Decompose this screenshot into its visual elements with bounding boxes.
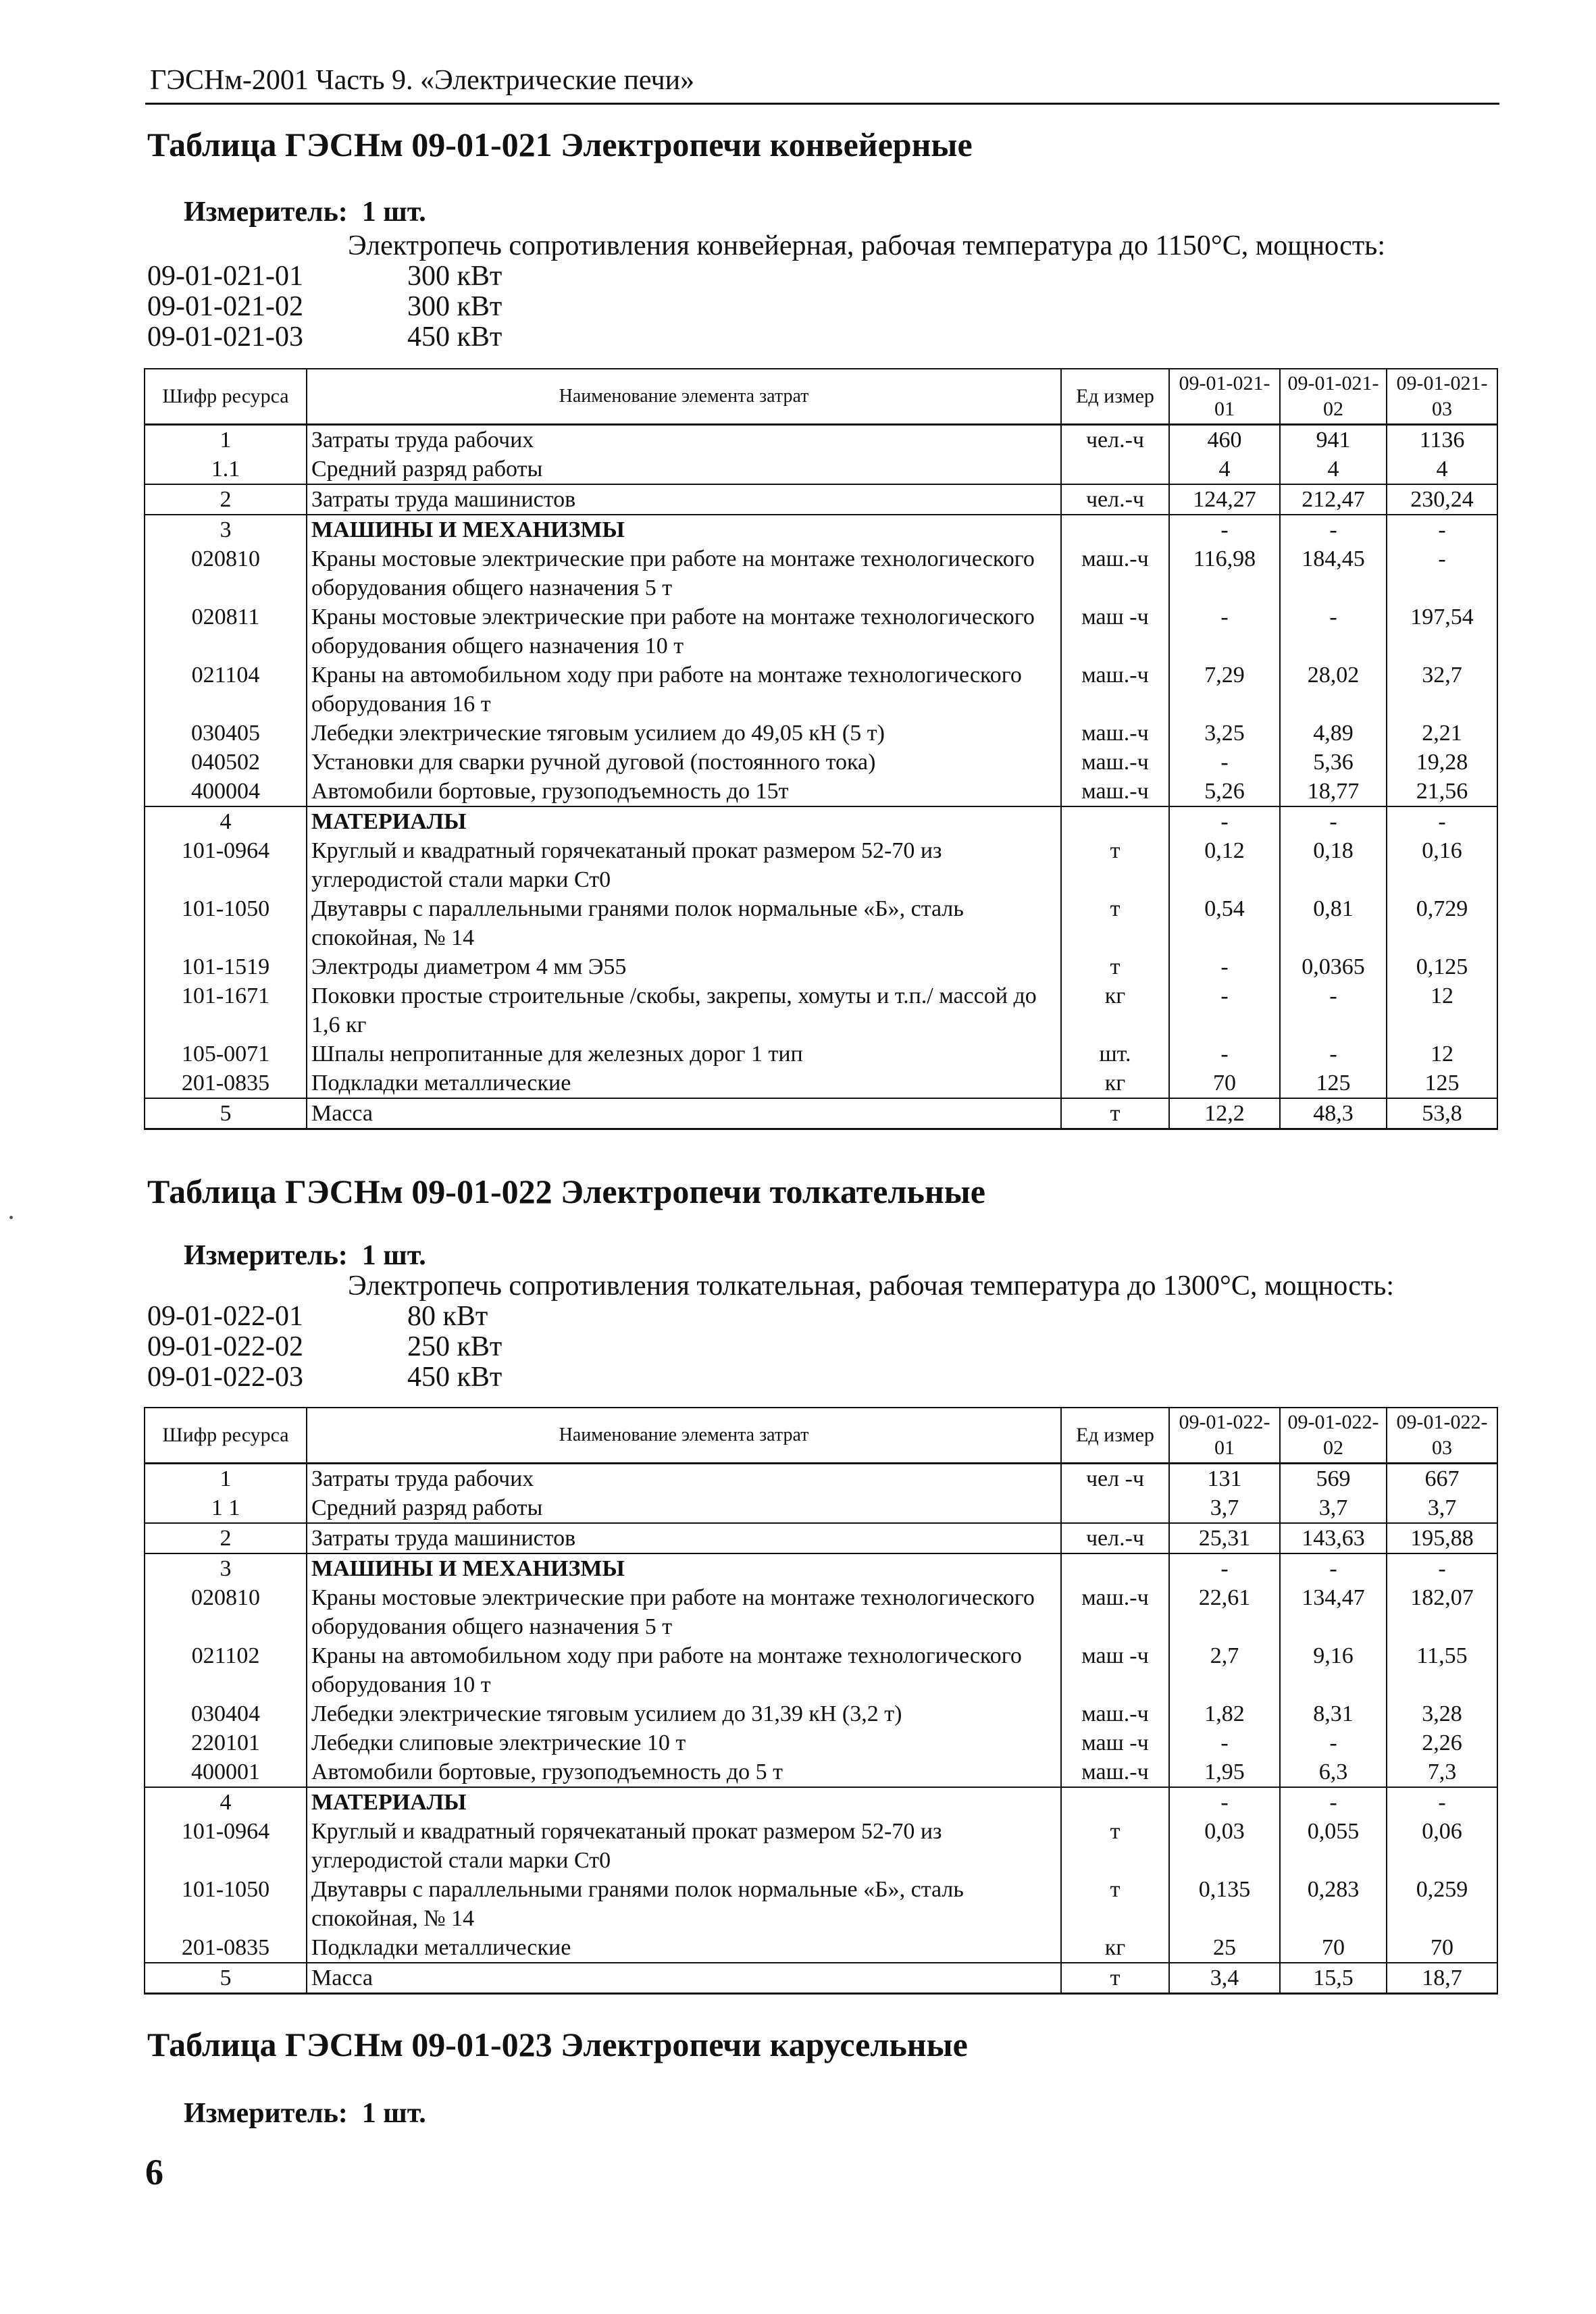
variant-value: 300 кВт <box>407 261 503 292</box>
row-name: Краны на автомобильном ходу при работе на монтаже технологического оборудования 16 т <box>307 661 1061 719</box>
meter-value: 1 шт. <box>361 197 426 228</box>
row-code: 101-1671 <box>145 981 307 1039</box>
variant-line <box>147 290 502 323</box>
col-header-variant: 09-01-021-03 <box>1387 369 1497 424</box>
row-name: Лебедки электрические тяговым усилием до 49,05 кН (5 т) <box>307 719 1061 748</box>
meter-label: Измеритель: <box>184 2098 348 2129</box>
row-value: 18,77 <box>1280 777 1387 806</box>
table-row <box>145 1728 1497 1757</box>
variant-code: 09-01-022-03 <box>147 1362 303 1393</box>
row-value: 11,55 <box>1387 1641 1497 1699</box>
table-row <box>145 602 1497 661</box>
row-value: 184,45 <box>1280 544 1387 602</box>
row-value: 28,02 <box>1280 661 1387 719</box>
row-value: - <box>1169 602 1280 661</box>
table-row <box>145 777 1497 806</box>
variant-value: 250 кВт <box>407 1331 503 1362</box>
table-row <box>145 1699 1497 1728</box>
variant-code: 09-01-022-01 <box>147 1301 303 1332</box>
row-code: 101-0964 <box>145 836 307 894</box>
row-code: 5 <box>145 1098 307 1129</box>
row-name: Масса <box>307 1098 1061 1129</box>
row-value: - <box>1387 806 1497 836</box>
col-header-code: Шифр ресурса <box>145 1408 307 1463</box>
row-value: 212,47 <box>1280 484 1387 515</box>
row-value: 3,7 <box>1280 1493 1387 1523</box>
row-code: 101-1519 <box>145 952 307 981</box>
row-unit: т <box>1061 1098 1169 1129</box>
table-row <box>145 748 1497 777</box>
variant-line <box>147 321 502 353</box>
row-value: - <box>1280 1787 1387 1817</box>
row-code: 021104 <box>145 661 307 719</box>
row-name: Подкладки металлические <box>307 1933 1061 1963</box>
table-row <box>145 1463 1497 1493</box>
variant-line <box>147 260 502 292</box>
row-unit: маш.-ч <box>1061 1583 1169 1641</box>
row-unit: т <box>1061 894 1169 952</box>
row-name: Подкладки металлические <box>307 1069 1061 1098</box>
meter-label: Измеритель: <box>184 1240 348 1271</box>
row-name: Лебедки электрические тяговым усилием до 31,39 кН (3,2 т) <box>307 1699 1061 1728</box>
row-value: 1136 <box>1387 424 1497 455</box>
row-value: - <box>1387 1787 1497 1817</box>
meter-line <box>184 196 426 228</box>
variant-line <box>147 1361 502 1393</box>
table-row <box>145 1817 1497 1875</box>
variant-value: 300 кВт <box>407 291 503 322</box>
table-row <box>145 1069 1497 1098</box>
row-value: 5,26 <box>1169 777 1280 806</box>
row-value: 4 <box>1280 455 1387 484</box>
row-value: 460 <box>1169 424 1280 455</box>
row-value: 143,63 <box>1280 1523 1387 1553</box>
table-row <box>145 1493 1497 1523</box>
row-value: 0,06 <box>1387 1817 1497 1875</box>
col-header-variant: 09-01-022-01 <box>1169 1408 1280 1463</box>
variant-line <box>147 1300 488 1333</box>
table-row <box>145 1523 1497 1553</box>
row-value: 22,61 <box>1169 1583 1280 1641</box>
row-value: 134,47 <box>1280 1583 1387 1641</box>
row-value: 116,98 <box>1169 544 1280 602</box>
row-value: 0,12 <box>1169 836 1280 894</box>
row-unit: маш.-ч <box>1061 661 1169 719</box>
row-value: 5,36 <box>1280 748 1387 777</box>
row-name: Средний разряд работы <box>307 455 1061 484</box>
table-title: Таблица ГЭСНм 09-01-022 Электропечи толкательные <box>147 1173 985 1210</box>
row-code: 3 <box>145 515 307 544</box>
row-name: Круглый и квадратный горячекатаный прокат размером 52-70 из углеродистой стали марки Ст0 <box>307 836 1061 894</box>
row-value: 8,31 <box>1280 1699 1387 1728</box>
row-value: 18,7 <box>1387 1963 1497 1994</box>
row-value: - <box>1280 602 1387 661</box>
meter-label: Измеритель: <box>184 197 348 228</box>
row-value: 3,7 <box>1169 1493 1280 1523</box>
table-row <box>145 981 1497 1039</box>
row-value: 0,055 <box>1280 1817 1387 1875</box>
col-header-code: Шифр ресурса <box>145 369 307 424</box>
row-unit <box>1061 1787 1169 1817</box>
table-row <box>145 1963 1497 1994</box>
table-row <box>145 894 1497 952</box>
row-name: Затраты труда рабочих <box>307 424 1061 455</box>
variant-code: 09-01-021-01 <box>147 261 303 292</box>
row-value: 19,28 <box>1387 748 1497 777</box>
row-value: - <box>1280 806 1387 836</box>
row-name: Масса <box>307 1963 1061 1994</box>
row-value: - <box>1280 515 1387 544</box>
norm-table <box>144 368 1498 1130</box>
row-name: Краны мостовые электрические при работе на монтаже технологического оборудования общего назначения 5 т <box>307 1583 1061 1641</box>
row-code: 101-1050 <box>145 1875 307 1933</box>
row-code: 220101 <box>145 1728 307 1757</box>
row-value: 0,283 <box>1280 1875 1387 1933</box>
table-row <box>145 1787 1497 1817</box>
row-value: 12 <box>1387 1039 1497 1069</box>
row-value: 0,16 <box>1387 836 1497 894</box>
row-value: - <box>1280 1039 1387 1069</box>
row-value: 0,03 <box>1169 1817 1280 1875</box>
row-name: Поковки простые строительные /скобы, закрепы, хомуты и т.п./ массой до 1,6 кг <box>307 981 1061 1039</box>
row-value: 7,3 <box>1387 1757 1497 1787</box>
row-unit: маш.-ч <box>1061 1699 1169 1728</box>
table-description: Электропечь сопротивления конвейерная, рабочая температура до 1150°С, мощность: <box>348 230 1385 261</box>
row-value: - <box>1169 806 1280 836</box>
row-value: - <box>1169 1787 1280 1817</box>
row-value: 25,31 <box>1169 1523 1280 1553</box>
row-name: МАШИНЫ И МЕХАНИЗМЫ <box>307 1553 1061 1583</box>
row-code: 101-1050 <box>145 894 307 952</box>
row-value: 4 <box>1387 455 1497 484</box>
row-value: 3,28 <box>1387 1699 1497 1728</box>
row-unit <box>1061 515 1169 544</box>
table-title: Таблица ГЭСНм 09-01-021 Электропечи конвейерные <box>147 126 973 163</box>
row-value: - <box>1169 748 1280 777</box>
variant-value: 450 кВт <box>407 322 503 353</box>
row-value: 3,4 <box>1169 1963 1280 1994</box>
variant-code: 09-01-021-02 <box>147 291 303 322</box>
row-unit: кг <box>1061 1933 1169 1963</box>
row-value: 53,8 <box>1387 1098 1497 1129</box>
table-row <box>145 719 1497 748</box>
col-header-variant: 09-01-022-02 <box>1280 1408 1387 1463</box>
row-unit: т <box>1061 952 1169 981</box>
row-unit: маш.-ч <box>1061 777 1169 806</box>
row-code: 400004 <box>145 777 307 806</box>
row-value: - <box>1169 981 1280 1039</box>
row-value: - <box>1280 981 1387 1039</box>
row-name: Автомобили бортовые, грузоподъемность до 15т <box>307 777 1061 806</box>
row-code: 2 <box>145 484 307 515</box>
row-name: Затраты труда рабочих <box>307 1463 1061 1493</box>
row-value: 70 <box>1169 1069 1280 1098</box>
table-row <box>145 424 1497 455</box>
col-header-variant: 09-01-022-03 <box>1387 1408 1497 1463</box>
row-code: 1 <box>145 1463 307 1493</box>
row-unit: маш.-ч <box>1061 544 1169 602</box>
row-unit <box>1061 1493 1169 1523</box>
row-value: 195,88 <box>1387 1523 1497 1553</box>
row-value: - <box>1280 1553 1387 1583</box>
row-name: Двутавры с параллельными гранями полок нормальные «Б», сталь спокойная, № 14 <box>307 1875 1061 1933</box>
row-value: 124,27 <box>1169 484 1280 515</box>
row-value: 21,56 <box>1387 777 1497 806</box>
row-value: 0,0365 <box>1280 952 1387 981</box>
meter-line <box>184 2097 426 2130</box>
row-value: 2,21 <box>1387 719 1497 748</box>
row-name: Автомобили бортовые, грузоподъемность до 5 т <box>307 1757 1061 1787</box>
variant-code: 09-01-022-02 <box>147 1331 303 1362</box>
table-row <box>145 836 1497 894</box>
table-title: Таблица ГЭСНм 09-01-023 Электропечи карусельные <box>147 2026 968 2063</box>
row-value: 9,16 <box>1280 1641 1387 1699</box>
row-value: - <box>1387 544 1497 602</box>
row-unit <box>1061 455 1169 484</box>
row-value: 230,24 <box>1387 484 1497 515</box>
row-unit: маш -ч <box>1061 1641 1169 1699</box>
row-name: Лебедки слиповые электрические 10 т <box>307 1728 1061 1757</box>
row-value: 0,125 <box>1387 952 1497 981</box>
row-name: Затраты труда машинистов <box>307 484 1061 515</box>
row-code: 4 <box>145 806 307 836</box>
row-code: 400001 <box>145 1757 307 1787</box>
row-unit: маш.-ч <box>1061 719 1169 748</box>
row-name: Затраты труда машинистов <box>307 1523 1061 1553</box>
row-value: 7,29 <box>1169 661 1280 719</box>
row-value: 667 <box>1387 1463 1497 1493</box>
row-name: МАТЕРИАЛЫ <box>307 1787 1061 1817</box>
row-unit: чел.-ч <box>1061 484 1169 515</box>
row-code: 201-0835 <box>145 1069 307 1098</box>
row-code: 1 <box>145 424 307 455</box>
row-name: Двутавры с параллельными гранями полок нормальные «Б», сталь спокойная, № 14 <box>307 894 1061 952</box>
meter-line <box>184 1239 426 1272</box>
variant-value: 80 кВт <box>407 1301 488 1332</box>
row-value: 6,3 <box>1280 1757 1387 1787</box>
row-value: 0,259 <box>1387 1875 1497 1933</box>
col-header-unit: Ед измер <box>1061 369 1169 424</box>
row-value: 0,18 <box>1280 836 1387 894</box>
table-row <box>145 1641 1497 1699</box>
row-code: 021102 <box>145 1641 307 1699</box>
col-header-variant: 09-01-021-02 <box>1280 369 1387 424</box>
row-unit <box>1061 806 1169 836</box>
row-code: 3 <box>145 1553 307 1583</box>
row-value: - <box>1169 1728 1280 1757</box>
row-code: 030404 <box>145 1699 307 1728</box>
header-rule <box>145 103 1499 105</box>
row-code: 020811 <box>145 602 307 661</box>
row-value: 131 <box>1169 1463 1280 1493</box>
row-unit: шт. <box>1061 1039 1169 1069</box>
row-unit: т <box>1061 1963 1169 1994</box>
row-value: 1,95 <box>1169 1757 1280 1787</box>
table-row <box>145 1875 1497 1933</box>
row-value: 941 <box>1280 424 1387 455</box>
col-header-variant: 09-01-021-01 <box>1169 369 1280 424</box>
row-name: Круглый и квадратный горячекатаный прокат размером 52-70 из углеродистой стали марки Ст0 <box>307 1817 1061 1875</box>
row-value: 2,26 <box>1387 1728 1497 1757</box>
row-name: Краны мостовые электрические при работе на монтаже технологического оборудования общего назначения 5 т <box>307 544 1061 602</box>
row-code: 105-0071 <box>145 1039 307 1069</box>
row-value: 2,7 <box>1169 1641 1280 1699</box>
col-header-unit: Ед измер <box>1061 1408 1169 1463</box>
row-code: 4 <box>145 1787 307 1817</box>
table-row <box>145 1039 1497 1069</box>
meter-value: 1 шт. <box>361 1240 426 1271</box>
row-value: 70 <box>1280 1933 1387 1963</box>
row-value: 32,7 <box>1387 661 1497 719</box>
row-value: 182,07 <box>1387 1583 1497 1641</box>
row-value: 0,729 <box>1387 894 1497 952</box>
row-value: 3,25 <box>1169 719 1280 748</box>
row-value: 569 <box>1280 1463 1387 1493</box>
row-value: 4,89 <box>1280 719 1387 748</box>
row-value: - <box>1169 515 1280 544</box>
row-value: 197,54 <box>1387 602 1497 661</box>
row-value: 12,2 <box>1169 1098 1280 1129</box>
scan-speck <box>9 1216 13 1219</box>
row-value: - <box>1387 1553 1497 1583</box>
row-value: - <box>1169 1553 1280 1583</box>
row-value: 48,3 <box>1280 1098 1387 1129</box>
row-name: МАШИНЫ И МЕХАНИЗМЫ <box>307 515 1061 544</box>
row-value: 4 <box>1169 455 1280 484</box>
row-unit: т <box>1061 1817 1169 1875</box>
page-number: 6 <box>145 2152 163 2192</box>
row-unit: чел.-ч <box>1061 424 1169 455</box>
table-row <box>145 544 1497 602</box>
row-unit: кг <box>1061 981 1169 1039</box>
table-row <box>145 806 1497 836</box>
row-value: 3,7 <box>1387 1493 1497 1523</box>
row-unit: маш.-ч <box>1061 1757 1169 1787</box>
row-unit: т <box>1061 1875 1169 1933</box>
row-code: 101-0964 <box>145 1817 307 1875</box>
row-value: 0,54 <box>1169 894 1280 952</box>
table-row <box>145 1933 1497 1963</box>
col-header-name: Наименование элемента затрат <box>307 1408 1061 1463</box>
row-value: 1,82 <box>1169 1699 1280 1728</box>
row-value: 125 <box>1387 1069 1497 1098</box>
row-value: 12 <box>1387 981 1497 1039</box>
table-row <box>145 661 1497 719</box>
variant-code: 09-01-021-03 <box>147 322 303 353</box>
col-header-name: Наименование элемента затрат <box>307 369 1061 424</box>
table-description: Электропечь сопротивления толкательная, рабочая температура до 1300°С, мощность: <box>348 1270 1395 1302</box>
row-value: - <box>1280 1728 1387 1757</box>
row-unit: т <box>1061 836 1169 894</box>
row-unit <box>1061 1553 1169 1583</box>
row-code: 201-0835 <box>145 1933 307 1963</box>
row-value: 0,81 <box>1280 894 1387 952</box>
table-row <box>145 515 1497 544</box>
row-name: Установки для сварки ручной дуговой (постоянного тока) <box>307 748 1061 777</box>
row-name: МАТЕРИАЛЫ <box>307 806 1061 836</box>
row-value: - <box>1169 1039 1280 1069</box>
row-value: 125 <box>1280 1069 1387 1098</box>
row-unit: маш -ч <box>1061 602 1169 661</box>
row-name: Средний разряд работы <box>307 1493 1061 1523</box>
norm-table <box>144 1407 1498 1995</box>
row-unit: маш -ч <box>1061 1728 1169 1757</box>
row-unit: кг <box>1061 1069 1169 1098</box>
running-header: ГЭСНм-2001 Часть 9. «Электрические печи» <box>150 65 695 96</box>
row-code: 030405 <box>145 719 307 748</box>
table-row <box>145 1098 1497 1129</box>
table-row <box>145 952 1497 981</box>
row-value: 25 <box>1169 1933 1280 1963</box>
row-code: 2 <box>145 1523 307 1553</box>
row-unit: маш.-ч <box>1061 748 1169 777</box>
row-code: 1 1 <box>145 1493 307 1523</box>
row-value: - <box>1169 952 1280 981</box>
row-name: Электроды диаметром 4 мм Э55 <box>307 952 1061 981</box>
row-code: 5 <box>145 1963 307 1994</box>
table-row <box>145 484 1497 515</box>
row-value: 15,5 <box>1280 1963 1387 1994</box>
row-unit: чел.-ч <box>1061 1523 1169 1553</box>
row-unit: чел -ч <box>1061 1463 1169 1493</box>
row-value: - <box>1387 515 1497 544</box>
row-name: Шпалы непропитанные для железных дорог 1 тип <box>307 1039 1061 1069</box>
row-value: 70 <box>1387 1933 1497 1963</box>
row-code: 1.1 <box>145 455 307 484</box>
variant-line <box>147 1331 502 1363</box>
table-row <box>145 455 1497 484</box>
meter-value: 1 шт. <box>361 2098 426 2129</box>
row-code: 020810 <box>145 544 307 602</box>
variant-value: 450 кВт <box>407 1362 503 1393</box>
row-name: Краны мостовые электрические при работе на монтаже технологического оборудования общего назначения 10 т <box>307 602 1061 661</box>
row-value: 0,135 <box>1169 1875 1280 1933</box>
row-name: Краны на автомобильном ходу при работе на монтаже технологического оборудования 10 т <box>307 1641 1061 1699</box>
table-row <box>145 1757 1497 1787</box>
row-code: 040502 <box>145 748 307 777</box>
table-row <box>145 1583 1497 1641</box>
row-code: 020810 <box>145 1583 307 1641</box>
table-row <box>145 1553 1497 1583</box>
